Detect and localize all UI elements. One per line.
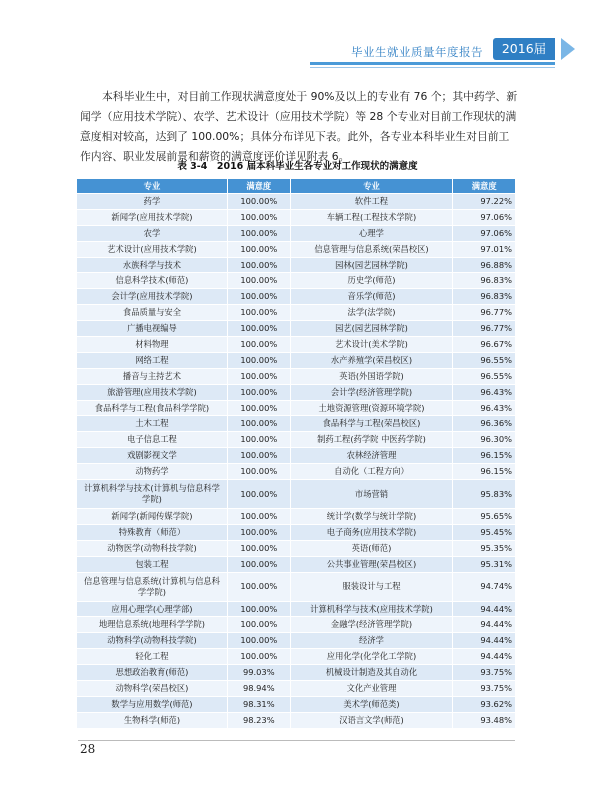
- table-row: [77, 225, 516, 241]
- cell-satisfaction-1: 100.00%: [227, 416, 290, 432]
- cell-satisfaction-2: 97.22%: [453, 194, 516, 210]
- cell-major-2: 制药工程(药学院 中医药学院): [290, 432, 453, 448]
- cell-satisfaction-2: 94.44%: [453, 633, 516, 649]
- table-row: [77, 400, 516, 416]
- table-row: [77, 556, 516, 572]
- cell-major-2: 统计学(数学与统计学院): [290, 509, 453, 525]
- cell-satisfaction-1: 100.00%: [227, 540, 290, 556]
- cell-major-1: 艺术设计(应用技术学院): [77, 241, 228, 257]
- cell-major-2: 自动化（工程方向）: [290, 464, 453, 480]
- footer-rule: [78, 740, 515, 741]
- cell-major-1: 电子信息工程: [77, 432, 228, 448]
- cell-major-2: 服装设计与工程: [290, 572, 453, 601]
- cell-satisfaction-1: 100.00%: [227, 601, 290, 617]
- cell-satisfaction-2: 95.83%: [453, 480, 516, 509]
- cell-satisfaction-1: 100.00%: [227, 273, 290, 289]
- cell-satisfaction-2: 96.43%: [453, 400, 516, 416]
- table-row: [77, 209, 516, 225]
- header-rule-thin: [310, 67, 555, 68]
- cell-major-1: 包装工程: [77, 556, 228, 572]
- cell-satisfaction-2: 94.44%: [453, 617, 516, 633]
- table-row: [77, 524, 516, 540]
- cell-satisfaction-1: 100.00%: [227, 448, 290, 464]
- cell-major-1: 食品科学与工程(食品科学学院): [77, 400, 228, 416]
- table-row: [77, 416, 516, 432]
- table-row: [77, 617, 516, 633]
- cell-satisfaction-2: 96.88%: [453, 257, 516, 273]
- header-rule: [310, 62, 555, 65]
- cell-satisfaction-2: 96.77%: [453, 321, 516, 337]
- cell-satisfaction-2: 97.06%: [453, 209, 516, 225]
- cell-major-1: 土木工程: [77, 416, 228, 432]
- cell-major-1: 地理信息系统(地理科学学院): [77, 617, 228, 633]
- cell-major-1: 农学: [77, 225, 228, 241]
- cell-satisfaction-2: 96.30%: [453, 432, 516, 448]
- report-title: 毕业生就业质量年度报告: [351, 45, 483, 59]
- cell-major-1: 广播电视编导: [77, 321, 228, 337]
- table-row: [77, 368, 516, 384]
- cell-major-1: 思想政治教育(师范): [77, 665, 228, 681]
- cell-satisfaction-2: 93.75%: [453, 681, 516, 697]
- cell-major-1: 食品质量与安全: [77, 305, 228, 321]
- cell-satisfaction-2: 95.31%: [453, 556, 516, 572]
- cell-satisfaction-2: 96.55%: [453, 352, 516, 368]
- table-row: [77, 681, 516, 697]
- table-row: [77, 321, 516, 337]
- cell-satisfaction-1: 100.00%: [227, 241, 290, 257]
- table-row: [77, 194, 516, 210]
- cell-major-2: 历史学(师范): [290, 273, 453, 289]
- page-header: [0, 0, 595, 70]
- cell-satisfaction-1: 100.00%: [227, 352, 290, 368]
- cell-satisfaction-2: 93.75%: [453, 665, 516, 681]
- cell-major-2: 英语(师范): [290, 540, 453, 556]
- cell-major-1: 动物药学: [77, 464, 228, 480]
- table-row: [77, 509, 516, 525]
- table-row: [77, 432, 516, 448]
- cell-satisfaction-2: 97.01%: [453, 241, 516, 257]
- cell-major-2: 园艺(园艺园林学院): [290, 321, 453, 337]
- cell-satisfaction-1: 100.00%: [227, 257, 290, 273]
- satisfaction-table: [76, 178, 516, 729]
- cell-satisfaction-1: 100.00%: [227, 617, 290, 633]
- table-row: [77, 601, 516, 617]
- cell-major-1: 应用心理学(心理学部): [77, 601, 228, 617]
- cell-major-1: 动物科学(荣昌校区): [77, 681, 228, 697]
- cell-satisfaction-1: 100.00%: [227, 289, 290, 305]
- table-row: [77, 352, 516, 368]
- table-row: [77, 305, 516, 321]
- cell-major-2: 机械设计制造及其自动化: [290, 665, 453, 681]
- cell-major-1: 戏剧影视文学: [77, 448, 228, 464]
- cell-major-1: 水族科学与技术: [77, 257, 228, 273]
- cell-satisfaction-2: 96.83%: [453, 289, 516, 305]
- cell-major-2: 英语(外国语学院): [290, 368, 453, 384]
- table-header-row: [77, 179, 516, 194]
- table-row: [77, 572, 516, 601]
- cell-major-1: 信息科学技术(师范): [77, 273, 228, 289]
- table-row: [77, 665, 516, 681]
- cell-satisfaction-2: 96.67%: [453, 337, 516, 353]
- cell-major-1: 播音与主持艺术: [77, 368, 228, 384]
- cell-satisfaction-2: 96.15%: [453, 448, 516, 464]
- cell-major-1: 计算机科学与技术(计算机与信息科学学院): [77, 480, 228, 509]
- cell-satisfaction-1: 100.00%: [227, 649, 290, 665]
- cell-satisfaction-2: 93.62%: [453, 696, 516, 712]
- cell-major-2: 市场营销: [290, 480, 453, 509]
- cell-major-2: 水产养殖学(荣昌校区): [290, 352, 453, 368]
- year-badge: 2016届: [493, 38, 555, 60]
- cell-major-2: 应用化学(化学化工学院): [290, 649, 453, 665]
- cell-satisfaction-2: 95.45%: [453, 524, 516, 540]
- header-satisfaction-2: 满意度: [453, 179, 516, 194]
- table-row: [77, 241, 516, 257]
- cell-major-1: 轻化工程: [77, 649, 228, 665]
- table-caption: 表 3-4 2016 届本科毕业生各专业对工作现状的满意度: [177, 161, 418, 172]
- cell-major-1: 网络工程: [77, 352, 228, 368]
- cell-major-2: 会计学(经济管理学院): [290, 384, 453, 400]
- cell-major-1: 材料物理: [77, 337, 228, 353]
- table-row: [77, 633, 516, 649]
- table-row: [77, 257, 516, 273]
- cell-major-2: 软件工程: [290, 194, 453, 210]
- cell-major-2: 园林(园艺园林学院): [290, 257, 453, 273]
- header-satisfaction-1: 满意度: [227, 179, 290, 194]
- cell-satisfaction-2: 96.15%: [453, 464, 516, 480]
- cell-major-2: 计算机科学与技术(应用技术学院): [290, 601, 453, 617]
- cell-major-1: 动物医学(动物科技学院): [77, 540, 228, 556]
- table-row: [77, 480, 516, 509]
- table-row: [77, 289, 516, 305]
- cell-satisfaction-1: 99.03%: [227, 665, 290, 681]
- table-row: [77, 464, 516, 480]
- cell-satisfaction-1: 100.00%: [227, 633, 290, 649]
- cell-major-2: 车辆工程(工程技术学院): [290, 209, 453, 225]
- cell-major-1: 生物科学(师范): [77, 712, 228, 728]
- page-number: 28: [80, 742, 96, 756]
- header-major-1: 专业: [77, 179, 228, 194]
- cell-satisfaction-1: 100.00%: [227, 480, 290, 509]
- cell-major-1: 特殊教育（师范）: [77, 524, 228, 540]
- table-row: [77, 696, 516, 712]
- cell-satisfaction-1: 100.00%: [227, 524, 290, 540]
- cell-major-1: 会计学(应用技术学院): [77, 289, 228, 305]
- cell-satisfaction-1: 100.00%: [227, 305, 290, 321]
- cell-satisfaction-1: 100.00%: [227, 400, 290, 416]
- cell-major-2: 文化产业管理: [290, 681, 453, 697]
- cell-satisfaction-1: 98.23%: [227, 712, 290, 728]
- cell-major-2: 食品科学与工程(荣昌校区): [290, 416, 453, 432]
- cell-satisfaction-2: 94.44%: [453, 601, 516, 617]
- cell-major-1: 动物科学(动物科技学院): [77, 633, 228, 649]
- cell-satisfaction-2: 96.55%: [453, 368, 516, 384]
- cell-major-1: 信息管理与信息系统(计算机与信息科学学院): [77, 572, 228, 601]
- table-row: [77, 448, 516, 464]
- cell-major-2: 土地资源管理(资源环境学院): [290, 400, 453, 416]
- cell-major-2: 汉语言文学(师范): [290, 712, 453, 728]
- cell-satisfaction-2: 96.83%: [453, 273, 516, 289]
- cell-satisfaction-1: 98.31%: [227, 696, 290, 712]
- cell-major-1: 旅游管理(应用技术学院): [77, 384, 228, 400]
- cell-major-2: 美术学(师范类): [290, 696, 453, 712]
- cell-satisfaction-2: 96.36%: [453, 416, 516, 432]
- cell-satisfaction-2: 96.77%: [453, 305, 516, 321]
- cell-satisfaction-2: 94.74%: [453, 572, 516, 601]
- table-row: [77, 384, 516, 400]
- cell-major-2: 电子商务(应用技术学院): [290, 524, 453, 540]
- cell-satisfaction-1: 100.00%: [227, 194, 290, 210]
- cell-major-2: 艺术设计(美术学院): [290, 337, 453, 353]
- cell-major-2: 公共事业管理(荣昌校区): [290, 556, 453, 572]
- table-row: [77, 712, 516, 728]
- cell-satisfaction-1: 100.00%: [227, 368, 290, 384]
- header-arrow-decoration: [561, 38, 575, 60]
- cell-satisfaction-1: 100.00%: [227, 321, 290, 337]
- cell-satisfaction-2: 95.35%: [453, 540, 516, 556]
- cell-major-2: 音乐学(师范): [290, 289, 453, 305]
- cell-major-1: 数学与应用数学(师范): [77, 696, 228, 712]
- table-row: [77, 273, 516, 289]
- cell-satisfaction-2: 93.48%: [453, 712, 516, 728]
- cell-satisfaction-1: 100.00%: [227, 556, 290, 572]
- cell-satisfaction-1: 100.00%: [227, 572, 290, 601]
- cell-satisfaction-1: 100.00%: [227, 225, 290, 241]
- cell-satisfaction-1: 100.00%: [227, 209, 290, 225]
- table-row: [77, 649, 516, 665]
- header-major-2: 专业: [290, 179, 453, 194]
- cell-major-2: 法学(法学院): [290, 305, 453, 321]
- cell-satisfaction-2: 97.06%: [453, 225, 516, 241]
- cell-major-2: 心理学: [290, 225, 453, 241]
- cell-major-2: 金融学(经济管理学院): [290, 617, 453, 633]
- cell-satisfaction-2: 96.43%: [453, 384, 516, 400]
- table-row: [77, 337, 516, 353]
- cell-satisfaction-1: 100.00%: [227, 464, 290, 480]
- table-row: [77, 540, 516, 556]
- cell-satisfaction-1: 100.00%: [227, 509, 290, 525]
- cell-major-2: 经济学: [290, 633, 453, 649]
- cell-major-1: 药学: [77, 194, 228, 210]
- cell-satisfaction-2: 94.44%: [453, 649, 516, 665]
- cell-satisfaction-2: 95.65%: [453, 509, 516, 525]
- cell-major-1: 新闻学(新闻传媒学院): [77, 509, 228, 525]
- cell-satisfaction-1: 100.00%: [227, 384, 290, 400]
- cell-satisfaction-1: 98.94%: [227, 681, 290, 697]
- cell-major-2: 信息管理与信息系统(荣昌校区): [290, 241, 453, 257]
- cell-satisfaction-1: 100.00%: [227, 337, 290, 353]
- cell-major-2: 农林经济管理: [290, 448, 453, 464]
- body-paragraph: 本科毕业生中，对目前工作现状满意度处于 90%及以上的专业有 76 个；其中药学、新闻学（应用技术学院）、农学、艺术设计（应用技术学院）等 28 个专业对目前工作现状的满意度相对较高，达到了 100.00%；具体分布详见下表。此外，各专业本科毕业生对目前工作内容、职业发展前景和薪资的满意度评价详见附表 6。: [80, 89, 518, 163]
- cell-satisfaction-1: 100.00%: [227, 432, 290, 448]
- cell-major-1: 新闻学(应用技术学院): [77, 209, 228, 225]
